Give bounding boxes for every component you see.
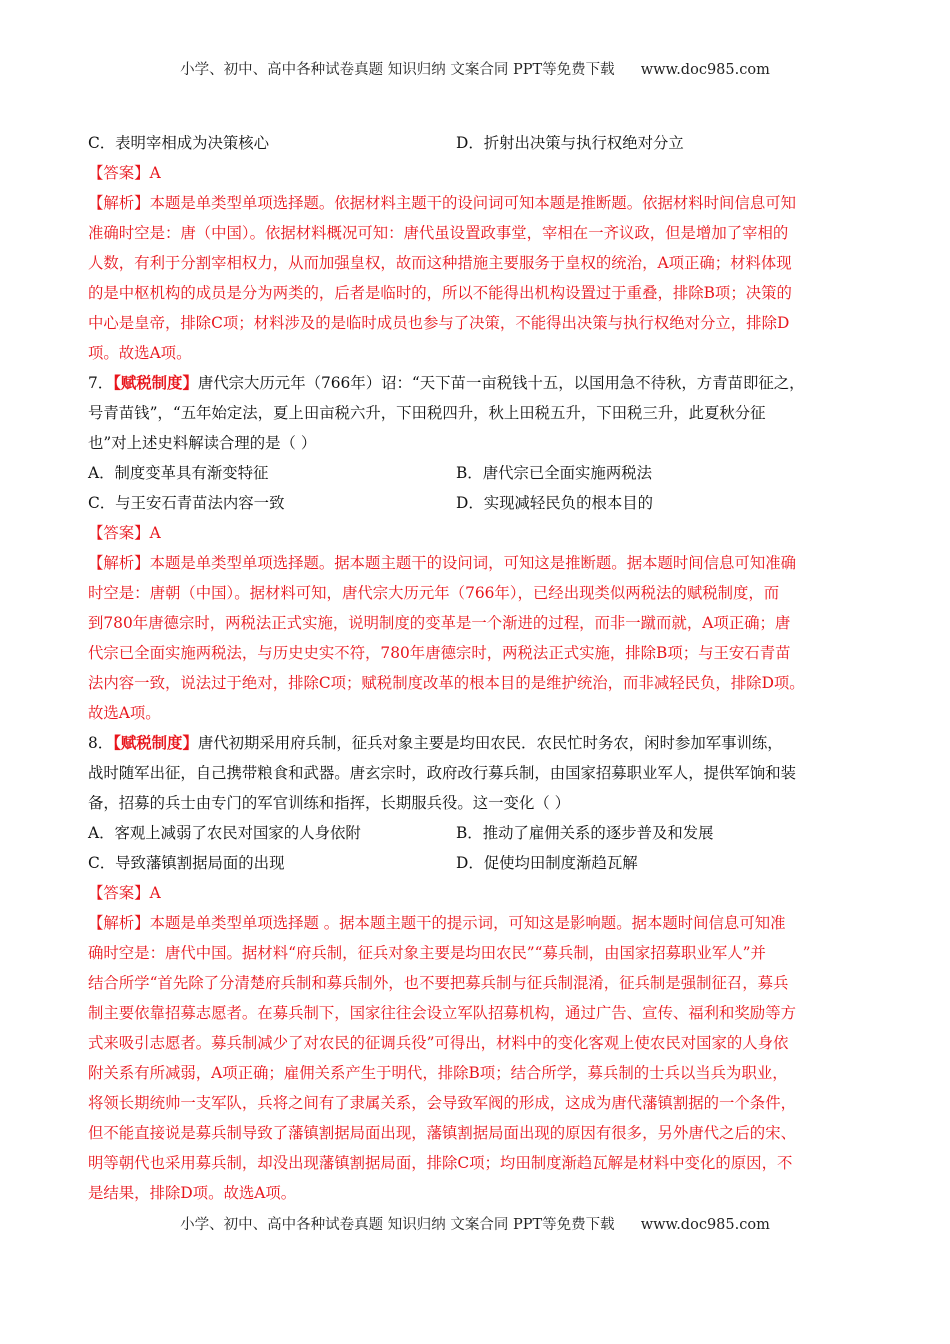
q7-option-d: D．实现减轻民负的根本目的	[456, 494, 654, 512]
q8-tag: 【赋税制度】	[113, 734, 198, 752]
q8-option-d: D．促使均田制度渐趋瓦解	[456, 854, 638, 872]
analysis-line: 附关系有所减弱，A项正确；雇佣关系产生于明代，排除B项；结合所学，募兵制的士兵以当兵为职业，	[88, 1064, 788, 1082]
q8-analysis-label: 【解析】	[88, 914, 150, 932]
analysis-line: 时空是：唐朝（中国）。据材料可知，唐代宗大历元年（766年），已经出现类似两税法的赋税制度，而	[88, 584, 780, 602]
stem-line: 也”对上述史料解读合理的是（ ）	[88, 434, 317, 452]
analysis-line: 式来吸引志愿者。募兵制减少了对农民的征调兵役”可得出，材料中的变化客观上使农民对国家的人身依	[88, 1034, 789, 1052]
q6-analysis	[88, 188, 864, 368]
q6-option-d: D．折射出决策与执行权绝对分立	[456, 134, 684, 152]
footer-text: 小学、初中、高中各种试卷真题 知识归纳 文案合同 PPT等免费下载	[180, 1217, 615, 1233]
page-header	[0, 58, 950, 79]
stem-line: 唐代初期采用府兵制，征兵对象主要是均田农民．农民忙时务农，闲时参加军事训练，	[197, 734, 783, 752]
header-text: 小学、初中、高中各种试卷真题 知识归纳 文案合同 PPT等免费下载	[180, 62, 615, 78]
q8-answer: 【答案】A	[88, 884, 161, 902]
q7-option-b: B．唐代宗已全面实施两税法	[456, 464, 652, 482]
q7-number: 7．	[88, 374, 114, 392]
analysis-line: 本题是单类型单项选择题。依据材料主题干的设问词可知本题是推断题。依据材料时间信息可知	[149, 194, 796, 212]
q7-analysis-label: 【解析】	[88, 554, 150, 572]
analysis-line: 中心是皇帝，排除C项；材料涉及的是临时成员也参与了决策，不能得出决策与执行权绝对分立，排除D	[88, 314, 790, 332]
analysis-line: 人数，有利于分割宰相权力，从而加强皇权，故而这种措施主要服务于皇权的统治，A项正确；材料体现	[88, 254, 792, 272]
analysis-line: 制主要依靠招募志愿者。在募兵制下，国家往往会设立军队招募机构，通过广告、宣传、福利和奖励等方	[88, 1004, 796, 1022]
q8-option-c: C．导致藩镇割据局面的出现	[88, 854, 285, 872]
q7-tag: 【赋税制度】	[113, 374, 198, 392]
q6-analysis-label: 【解析】	[88, 194, 150, 212]
analysis-line: 本题是单类型单项选择题 。据本题主题干的提示词，可知这是影响题。据本题时间信息可知准	[149, 914, 786, 932]
analysis-line: 项。故选A项。	[88, 344, 192, 362]
stem-line: 战时随军出征，自己携带粮食和武器。唐玄宗时，政府改行募兵制，由国家招募职业军人，提供军饷和装	[88, 764, 796, 782]
analysis-line: 确时空是：唐代中国。据材料“府兵制，征兵对象主要是均田农民”“募兵制，由国家招募职业军人”并	[88, 944, 766, 962]
q7-options-ab	[88, 458, 864, 488]
page-footer	[0, 1213, 950, 1234]
q7-stem	[88, 368, 864, 458]
q8-options-cd	[88, 848, 864, 878]
q6-options-cd	[88, 128, 864, 158]
footer-site-link[interactable]: www.doc985.com	[640, 1217, 770, 1233]
analysis-line: 的是中枢机构的成员是分为两类的，后者是临时的，所以不能得出机构设置过于重叠，排除B项；决策的	[88, 284, 792, 302]
analysis-line: 到780年唐德宗时，两税法正式实施，说明制度的变革是一个渐进的过程，而非一蹴而就，A项正确；唐	[88, 614, 791, 632]
q7-analysis	[88, 548, 864, 728]
analysis-line: 将领长期统帅一支军队，兵将之间有了隶属关系，会导致军阀的形成，这成为唐代藩镇割据的一个条件，	[88, 1094, 796, 1112]
analysis-line: 但不能直接说是募兵制导致了藩镇割据局面出现，藩镇割据局面出现的原因有很多，另外唐代之后的宋、	[88, 1124, 796, 1142]
q7-options-cd	[88, 488, 864, 518]
analysis-line: 明等朝代也采用募兵制，却没出现藩镇割据局面，排除C项；均田制度渐趋瓦解是材料中变化的原因，不	[88, 1154, 793, 1172]
header-site-link[interactable]: www.doc985.com	[640, 62, 770, 78]
q8-option-a: A．客观上减弱了农民对国家的人身依附	[88, 824, 361, 842]
analysis-line: 是结果，排除D项。故选A项。	[88, 1184, 297, 1202]
q7-option-a: A．制度变革具有渐变特征	[88, 464, 269, 482]
analysis-line: 代宗已全面实施两税法，与历史史实不符，780年唐德宗时，两税法正式实施，排除B项；与王安石青苗	[88, 644, 791, 662]
stem-line: 备，招募的兵士由专门的军官训练和指挥，长期服兵役。这一变化（ ）	[88, 794, 571, 812]
q8-option-b: B．推动了雇佣关系的逐步普及和发展	[456, 824, 714, 842]
q6-answer: 【答案】A	[88, 164, 161, 182]
q8-analysis	[88, 908, 864, 1208]
q7-option-c: C．与王安石青苗法内容一致	[88, 494, 285, 512]
document-body	[88, 128, 864, 1208]
stem-line: 号青苗钱”，“五年始定法，夏上田亩税六升，下田税四升，秋上田税五升，下田税三升，此夏秋分征	[88, 404, 766, 422]
q7-answer: 【答案】A	[88, 524, 161, 542]
analysis-line: 本题是单类型单项选择题。据本题主题干的设问词，可知这是推断题。据本题时间信息可知准确	[149, 554, 796, 572]
analysis-line: 法内容一致，说法过于绝对，排除C项；赋税制度改革的根本目的是维护统治，而非减轻民负，排除D项。	[88, 674, 805, 692]
analysis-line: 准确时空是：唐（中国）。依据材料概况可知：唐代虽设置政事堂，宰相在一齐议政，但是增加了宰相的	[88, 224, 789, 242]
analysis-line: 结合所学“首先除了分清楚府兵制和募兵制外，也不要把募兵制与征兵制混淆，征兵制是强制征召，募兵	[88, 974, 789, 992]
q8-options-ab	[88, 818, 864, 848]
q8-number: 8．	[88, 734, 114, 752]
q8-stem	[88, 728, 864, 818]
stem-line: 唐代宗大历元年（766年）诏：“天下苗一亩税钱十五，以国用急不待秋，方青苗即征之，	[197, 374, 805, 392]
q6-option-c: C．表明宰相成为决策核心	[88, 134, 270, 152]
analysis-line: 故选A项。	[88, 704, 161, 722]
